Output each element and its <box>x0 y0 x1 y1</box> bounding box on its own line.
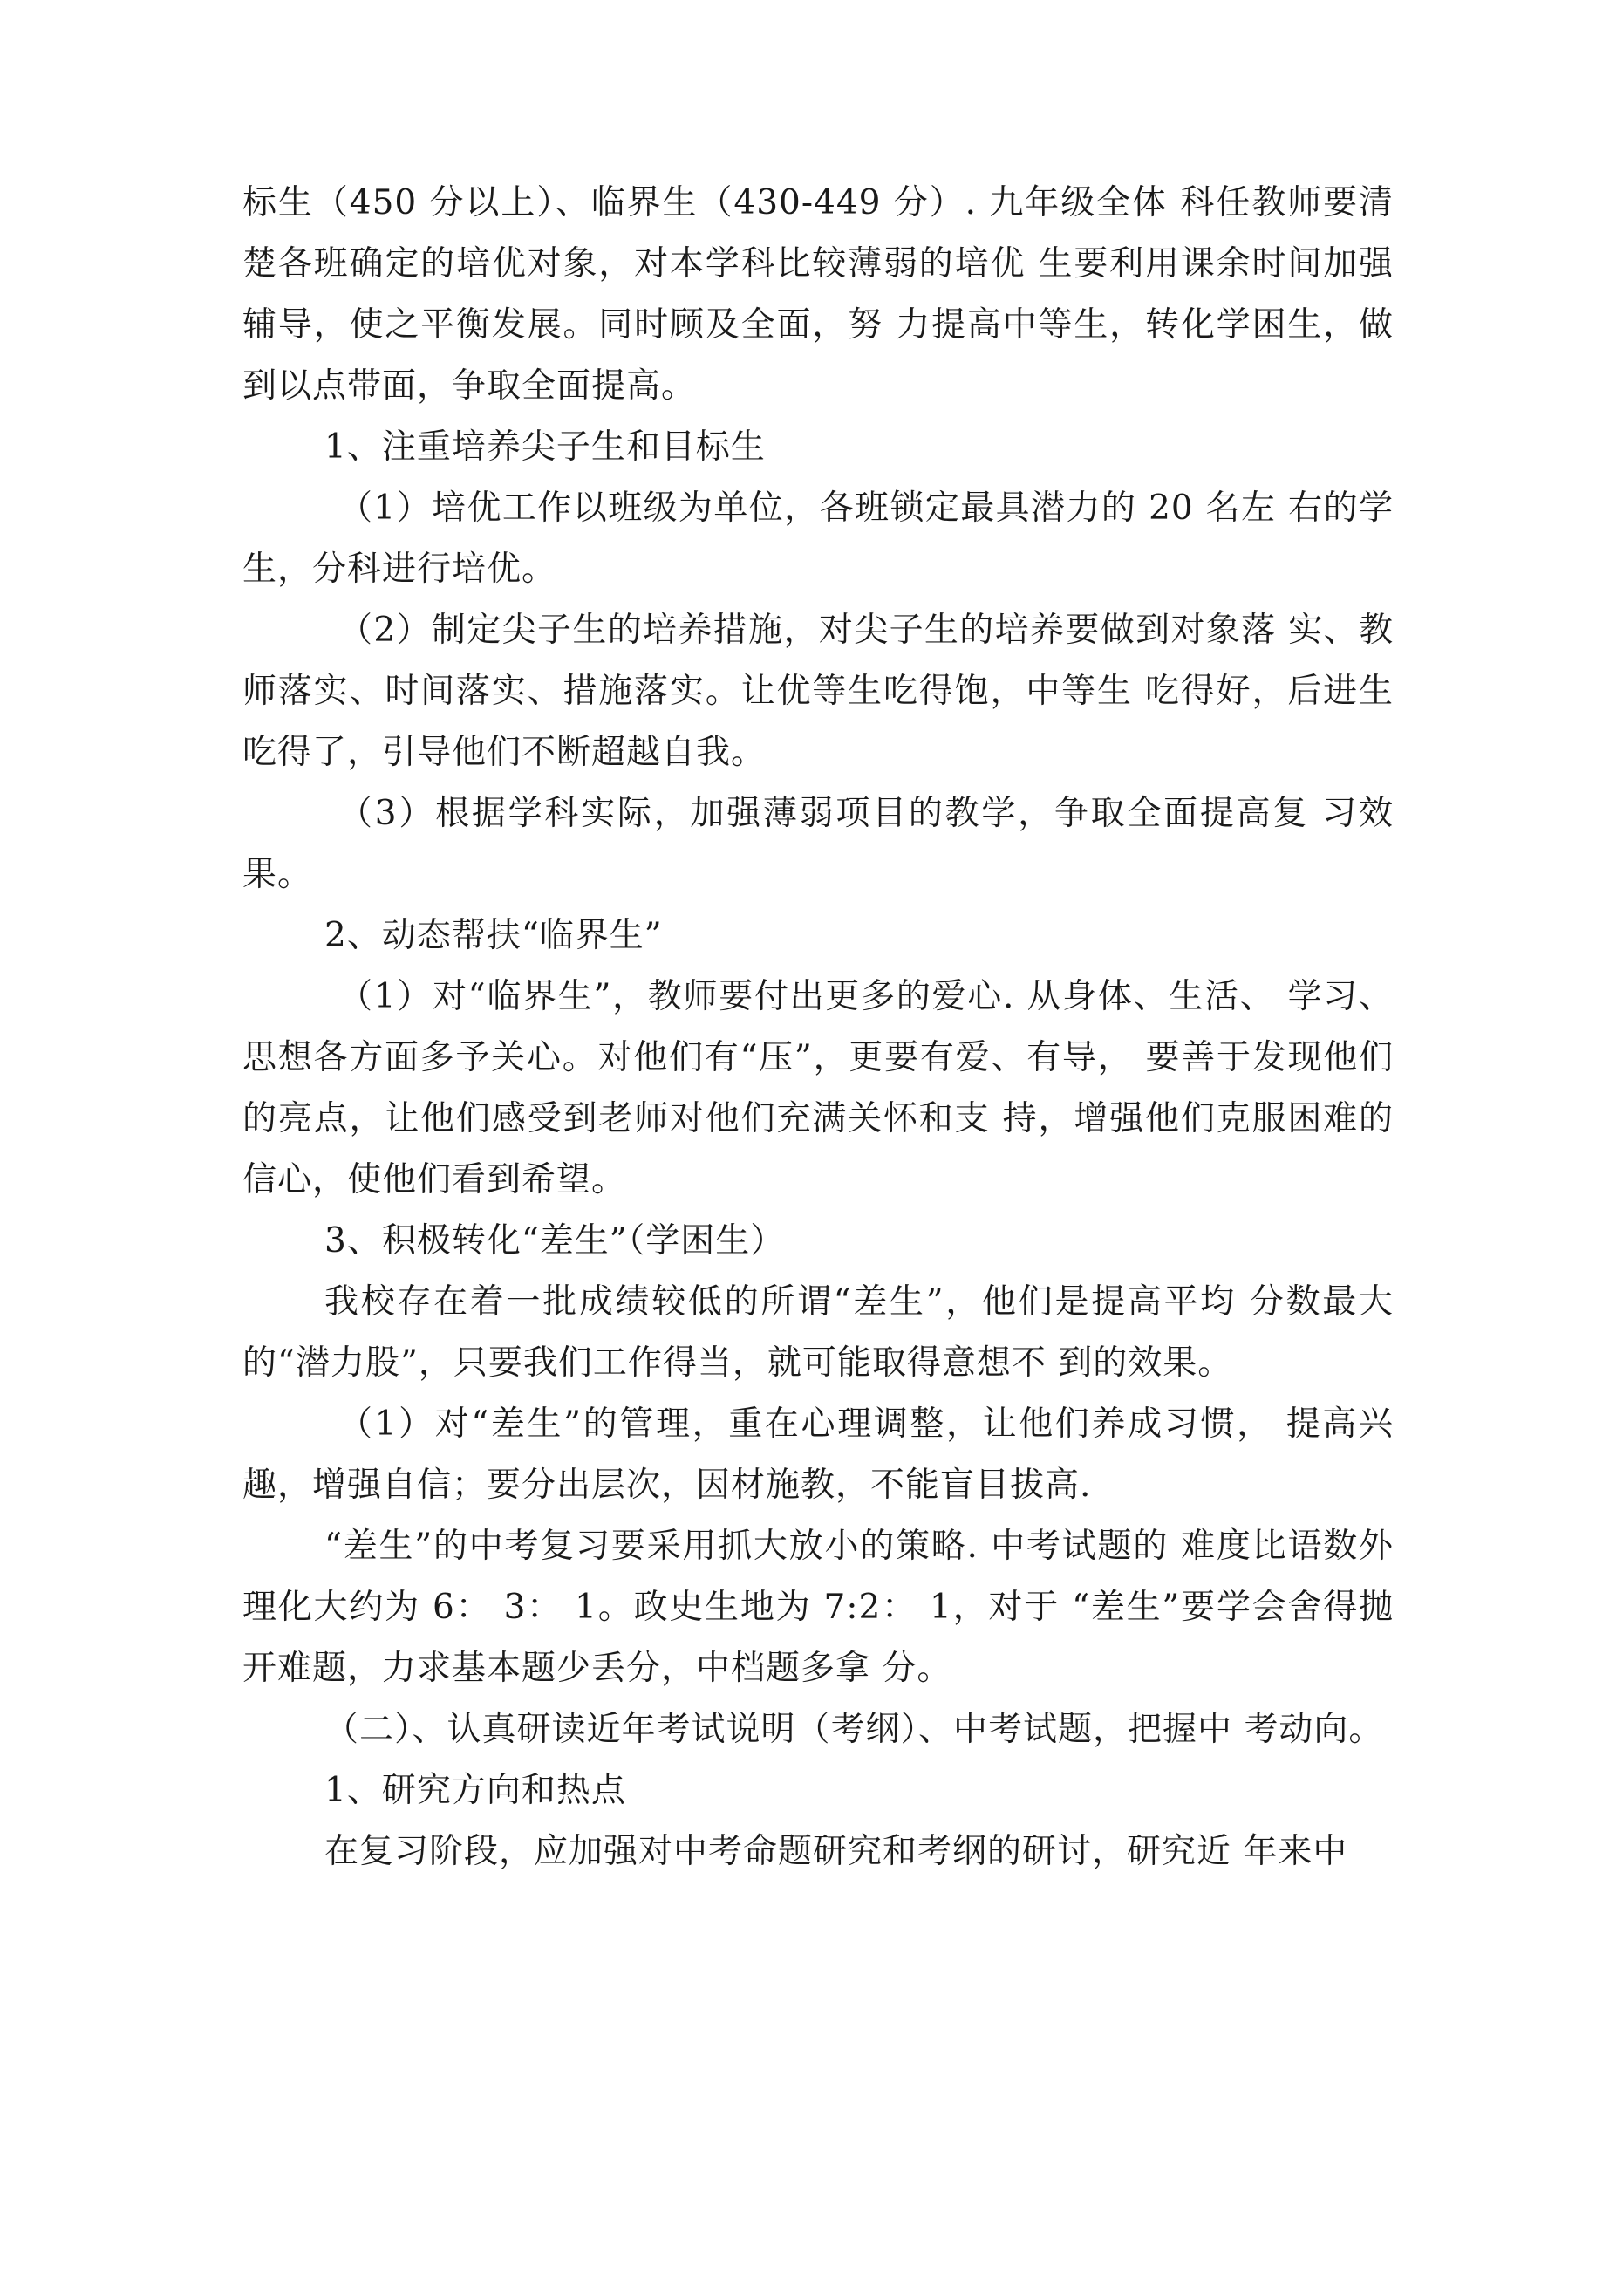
paragraph-3: （1）培优工作以班级为单位，各班锁定最具潜力的 20 名左 右的学生，分科进行培优。 <box>242 489 1394 589</box>
heading-1: 1、注重培养尖子生和目标生 <box>324 427 766 467</box>
paragraph-11: “差生”的中考复习要采用抓大放小的策略. 中考试题的 难度比语数外理化大约为 6： 3： 1。政史生地为 7:2： 1，对于 “差生”要学会舍得抛开难题，力求基本题少丢分，中档题多拿 分。 <box>242 1527 1394 1688</box>
paragraph-10: （1）对“差生”的管理，重在心理调整，让他们养成习惯， 提高兴趣，增强自信；要分出层次，因材施教，不能盲目拔高. <box>242 1404 1394 1505</box>
paragraph-14: 在复习阶段，应加强对中考命题研究和考纲的研讨，研究近 年来中 <box>324 1832 1348 1871</box>
heading-4: 1、研究方向和热点 <box>324 1771 626 1810</box>
paragraph-4: （2）制定尖子生的培养措施，对尖子生的培养要做到对象落 实、教师落实、时间落实、措施落实。让优等生吃得饱，中等生 吃得好，后进生吃得了，引导他们不断超越自我。 <box>242 611 1394 772</box>
heading-2: 2、动态帮扶“临界生” <box>324 916 663 955</box>
document-body <box>242 173 1394 1883</box>
paragraph-9: 我校存在着一批成绩较低的所谓“差生”，他们是提高平均 分数最大的“潜力股”，只要我们工作得当，就可能取得意想不 到的效果。 <box>242 1282 1394 1383</box>
paragraph-7: （1）对“临界生”，教师要付出更多的爱心. 从身体、生活、 学习、思想各方面多予关心。对他们有“压”，更要有爱、有导， 要善于发现他们的亮点，让他们感受到老师对他们充满关怀和支 持，增强他们克服困难的信心，使他们看到希望。 <box>242 977 1394 1199</box>
section-heading-2: （二）、认真研读近年考试说明（考纲）、中考试题，把握中 考动向。 <box>324 1710 1384 1749</box>
paragraph-5: （3）根据学科实际，加强薄弱项目的教学，争取全面提高复 习效果。 <box>242 794 1394 894</box>
paragraph-1: 标生（450 分以上）、临界生（430-449 分）. 九年级全体 科任教师要清楚各班确定的培优对象，对本学科比较薄弱的培优 生要利用课余时间加强辅导，使之平衡发展。同时顾及全面，努 力提高中等生，转化学困生，做到以点带面，争取全面提高。 <box>242 183 1394 406</box>
heading-3: 3、积极转化“差生”（学困生） <box>324 1221 786 1261</box>
